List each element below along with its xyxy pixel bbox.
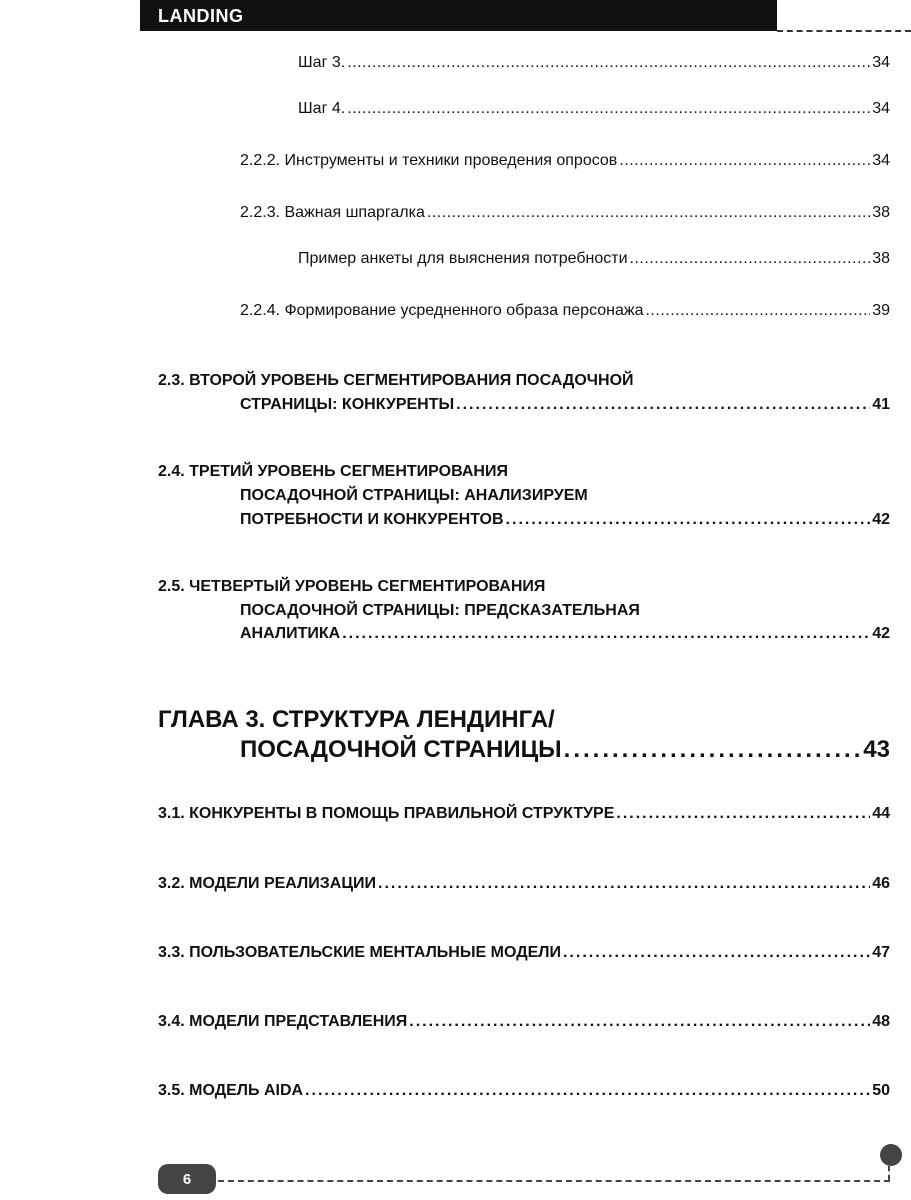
toc-entry-title: 3.3. ПОЛЬЗОВАТЕЛЬСКИЕ МЕНТАЛЬНЫЕ МОДЕЛИ xyxy=(158,944,561,961)
toc-entry-step-3[interactable] xyxy=(298,54,890,76)
toc-entry-title: 2.2.2. Инструменты и техники проведения опросов xyxy=(240,152,618,169)
toc-entry-survey-example[interactable] xyxy=(298,250,890,272)
toc-entry-3-3[interactable] xyxy=(158,944,890,962)
toc-leader-dots xyxy=(347,100,870,118)
toc-entry-title: Шаг 3. xyxy=(298,54,346,71)
page-number-badge xyxy=(158,1164,216,1194)
toc-entry-page: 41 xyxy=(872,396,890,413)
toc-leader-dots xyxy=(347,54,870,72)
toc-entry-page: 34 xyxy=(872,100,890,117)
toc-entry-title: 3.5. МОДЕЛЬ AIDA xyxy=(158,1082,304,1099)
footer-dashed-connector xyxy=(888,1166,890,1180)
toc-entry-title: АНАЛИТИКА xyxy=(240,625,341,642)
toc-entry-2-4-line2[interactable]: ПОСАДОЧНОЙ СТРАНИЦЫ: АНАЛИЗИРУЕМ xyxy=(240,487,588,504)
toc-entry-2-5-line1[interactable]: 2.5. ЧЕТВЕРТЫЙ УРОВЕНЬ СЕГМЕНТИРОВАНИЯ xyxy=(158,578,546,595)
toc-entry-title: ПОТРЕБНОСТИ И КОНКУРЕНТОВ xyxy=(240,511,504,528)
toc-entry-3-4[interactable] xyxy=(158,1013,890,1031)
toc-leader-dots xyxy=(456,396,870,414)
running-header-bar xyxy=(140,0,777,31)
toc-leader-dots xyxy=(305,1082,870,1100)
toc-entry-page: 39 xyxy=(872,302,890,319)
toc-entry-title: ПОСАДОЧНОЙ СТРАНИЦЫ xyxy=(240,736,562,763)
toc-entry-page: 38 xyxy=(872,204,890,221)
toc-entry-title: 3.1. КОНКУРЕНТЫ В ПОМОЩЬ ПРАВИЛЬНОЙ СТРУКТУРЕ xyxy=(158,805,615,822)
toc-entry-3-5[interactable] xyxy=(158,1082,890,1100)
toc-entry-3-2[interactable] xyxy=(158,875,890,893)
toc-entry-title: 2.2.4. Формирование усредненного образа персонажа xyxy=(240,302,644,319)
toc-leader-dots xyxy=(564,736,862,764)
toc-leader-dots xyxy=(630,250,871,268)
toc-entry-2-3-line1[interactable]: 2.3. ВТОРОЙ УРОВЕНЬ СЕГМЕНТИРОВАНИЯ ПОСАДОЧНОЙ xyxy=(158,372,634,389)
toc-leader-dots xyxy=(409,1013,870,1031)
toc-entry-page: 47 xyxy=(872,944,890,961)
header-dashed-rule xyxy=(777,30,911,32)
footer-dashed-rule xyxy=(218,1180,890,1182)
toc-leader-dots xyxy=(616,805,870,823)
toc-entry-page: 50 xyxy=(872,1082,890,1099)
toc-entry-page: 48 xyxy=(872,1013,890,1030)
toc-entry-title: 2.2.3. Важная шпаргалка xyxy=(240,204,425,221)
toc-entry-2-5[interactable] xyxy=(240,625,890,643)
toc-entry-step-4[interactable] xyxy=(298,100,890,122)
toc-entry-2-2-2[interactable] xyxy=(240,152,890,174)
toc-entry-page: 42 xyxy=(872,511,890,528)
toc-entry-page: 46 xyxy=(872,875,890,892)
toc-entry-2-2-3[interactable] xyxy=(240,204,890,226)
toc-entry-2-5-line2[interactable]: ПОСАДОЧНОЙ СТРАНИЦЫ: ПРЕДСКАЗАТЕЛЬНАЯ xyxy=(240,602,640,619)
toc-entry-title: 3.4. МОДЕЛИ ПРЕДСТАВЛЕНИЯ xyxy=(158,1013,408,1030)
toc-chapter-3-line1[interactable]: ГЛАВА 3. СТРУКТУРА ЛЕНДИНГА/ xyxy=(158,706,555,733)
toc-chapter-3[interactable] xyxy=(240,736,890,764)
toc-entry-2-2-4[interactable] xyxy=(240,302,890,324)
toc-entry-2-4-line1[interactable]: 2.4. ТРЕТИЙ УРОВЕНЬ СЕГМЕНТИРОВАНИЯ xyxy=(158,463,508,480)
toc-entry-page: 34 xyxy=(872,152,890,169)
running-header-title: LANDING xyxy=(158,6,244,26)
toc-entry-title: 3.2. МОДЕЛИ РЕАЛИЗАЦИИ xyxy=(158,875,377,892)
toc-entry-2-4[interactable] xyxy=(240,511,890,529)
toc-entry-page: 44 xyxy=(872,805,890,822)
toc-entry-page: 34 xyxy=(872,54,890,71)
toc-entry-3-1[interactable] xyxy=(158,805,890,823)
toc-leader-dots xyxy=(342,625,870,643)
toc-entry-title: Шаг 4. xyxy=(298,100,346,117)
toc-leader-dots xyxy=(506,511,871,529)
toc-leader-dots xyxy=(378,875,870,893)
toc-entry-title: Пример анкеты для выяснения потребности xyxy=(298,250,628,267)
footer-dot-marker xyxy=(880,1144,902,1166)
toc-leader-dots xyxy=(427,204,870,222)
toc-entry-page: 43 xyxy=(863,736,890,763)
toc-leader-dots xyxy=(619,152,870,170)
toc-entry-page: 42 xyxy=(872,625,890,642)
toc-leader-dots xyxy=(563,944,870,962)
toc-leader-dots xyxy=(645,302,870,320)
toc-entry-page: 38 xyxy=(872,250,890,267)
page-number: 6 xyxy=(182,1170,192,1188)
toc-entry-2-3[interactable] xyxy=(240,396,890,414)
toc-entry-title: СТРАНИЦЫ: КОНКУРЕНТЫ xyxy=(240,396,455,413)
